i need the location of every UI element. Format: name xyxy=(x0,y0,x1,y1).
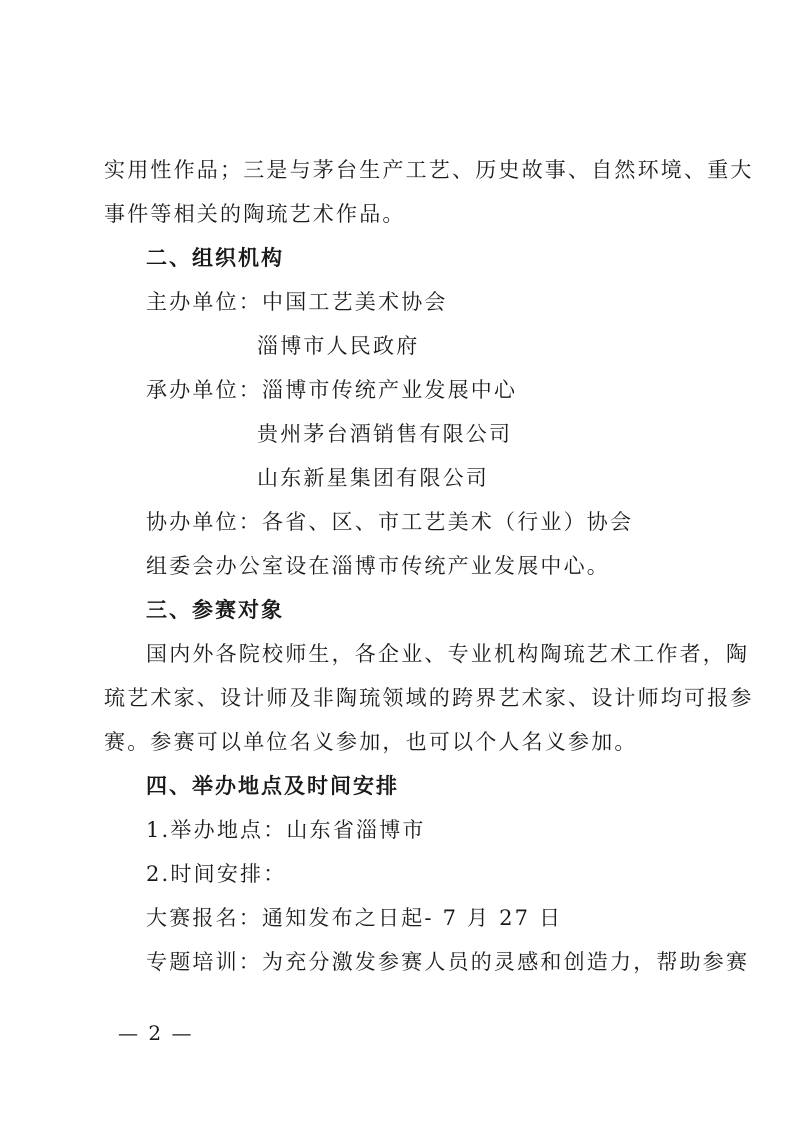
body-text-line: 琉艺术家、设计师及非陶琉领域的跨界艺术家、设计师均可报参 xyxy=(104,686,754,710)
body-text-line: 实用性作品；三是与茅台生产工艺、历史故事、自然环境、重大 xyxy=(104,158,754,182)
body-text-line: 2.时间安排： xyxy=(146,862,287,886)
body-text-line: 承办单位：淄博市传统产业发展中心 xyxy=(146,378,518,402)
body-text-line: 事件等相关的陶琉艺术作品。 xyxy=(104,202,406,226)
body-text-line: 组委会办公室设在淄博市传统产业发展中心。 xyxy=(146,554,610,578)
body-text-line: 专题培训：为充分激发参赛人员的灵感和创造力，帮助参赛 xyxy=(146,950,750,974)
body-text-line: 大赛报名：通知发布之日起- 7 月 27 日 xyxy=(146,906,563,930)
body-text-line: 1.举办地点：山东省淄博市 xyxy=(146,818,426,842)
body-text-line: 山东新星集团有限公司 xyxy=(257,466,489,490)
body-text-line: 主办单位：中国工艺美术协会 xyxy=(146,290,448,314)
page-number: — 2 — xyxy=(118,1021,194,1045)
section-heading-participants: 三、参赛对象 xyxy=(146,598,284,622)
body-text-line: 协办单位：各省、区、市工艺美术（行业）协会 xyxy=(146,510,634,534)
body-text-line: 贵州茅台酒销售有限公司 xyxy=(257,422,513,446)
body-text-line: 赛。参赛可以单位名义参加，也可以个人名义参加。 xyxy=(104,730,638,754)
body-text-line: 淄博市人民政府 xyxy=(257,334,420,358)
body-text-line: 国内外各院校师生，各企业、专业机构陶琉艺术工作者，陶 xyxy=(146,642,750,666)
section-heading-venue-schedule: 四、举办地点及时间安排 xyxy=(146,774,399,798)
section-heading-organization: 二、组织机构 xyxy=(146,246,284,270)
